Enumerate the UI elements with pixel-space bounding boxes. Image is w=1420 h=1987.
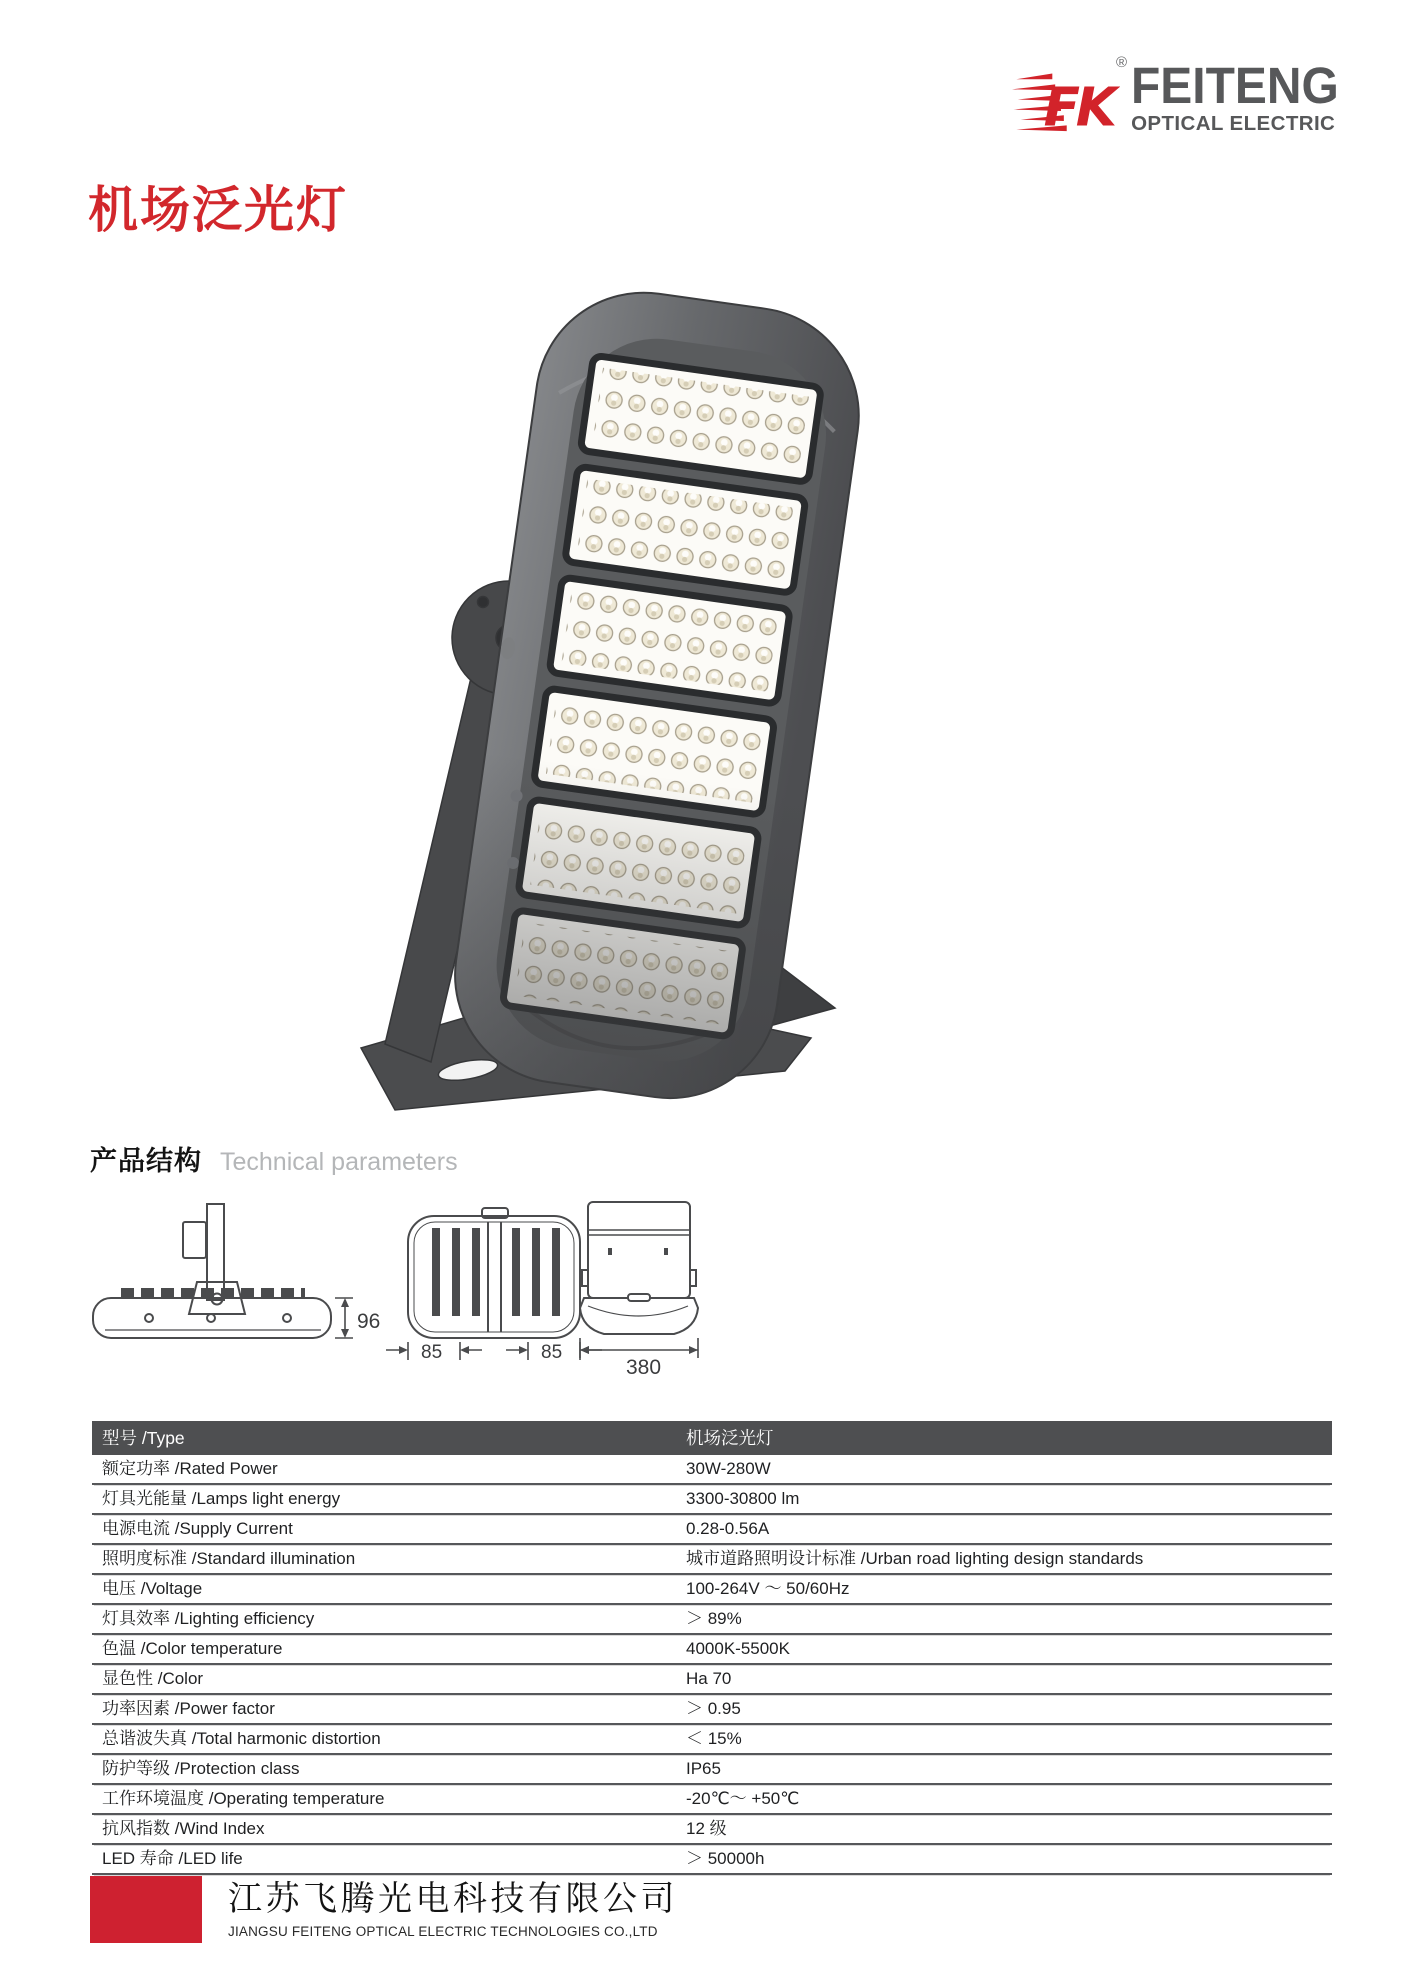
spec-row-label: 灯具光能量 /Lamps light energy xyxy=(102,1489,341,1508)
brand-logo xyxy=(1012,52,1339,144)
product-photo xyxy=(333,246,917,1134)
spec-row-value: Ha 70 xyxy=(686,1669,732,1688)
footer-company xyxy=(228,1876,678,1939)
spec-row-value: IP65 xyxy=(686,1759,721,1778)
dim-380-label: 380 xyxy=(626,1356,662,1377)
spec-row-label: 电压 /Voltage xyxy=(102,1579,203,1598)
spec-row-label: 额定功率 /Rated Power xyxy=(102,1459,278,1478)
table-row xyxy=(92,1755,1332,1785)
spec-row-label: 工作环境温度 /Operating temperature xyxy=(102,1789,385,1808)
dimension-drawings-icon xyxy=(86,1192,706,1377)
table-row xyxy=(92,1605,1332,1635)
section-title-en: Technical parameters xyxy=(220,1148,458,1176)
spec-row-value: -20℃～ +50℃ xyxy=(686,1789,800,1808)
floodlight-render-icon xyxy=(333,246,917,1134)
logo-subtitle-text: OPTICAL ELECTRIC xyxy=(1131,112,1336,135)
spec-table xyxy=(92,1421,1332,1875)
section-heading xyxy=(90,1139,458,1178)
company-name-zh: 江苏飞腾光电科技有限公司 xyxy=(228,1880,678,1918)
table-row xyxy=(92,1575,1332,1605)
table-row xyxy=(92,1815,1332,1845)
spec-row-value: 3300-30800 lm xyxy=(686,1489,800,1508)
spec-row-value: 0.28-0.56A xyxy=(686,1519,770,1538)
spec-row-value: ＞ 89% xyxy=(686,1609,742,1628)
spec-row-label: 色温 /Color temperature xyxy=(102,1639,283,1658)
spec-row-value: ＜ 15% xyxy=(686,1729,742,1748)
spec-row-label: 防护等级 /Protection class xyxy=(102,1759,300,1778)
spec-row-value: 100-264V ～ 50/60Hz xyxy=(686,1579,850,1598)
spec-row-label: 功率因素 /Power factor xyxy=(102,1699,275,1718)
feiteng-logo-icon xyxy=(1012,52,1120,144)
spec-row-value: 城市道路照明设计标准 /Urban road lighting design standards xyxy=(686,1549,1144,1568)
registered-mark: ® xyxy=(1116,54,1128,71)
spec-row-value: 12 级 xyxy=(686,1819,727,1838)
footer xyxy=(90,1876,678,1943)
table-row xyxy=(92,1845,1332,1875)
table-row xyxy=(92,1545,1332,1575)
table-row xyxy=(92,1695,1332,1725)
spec-row-label: 照明度标准 /Standard illumination xyxy=(102,1549,356,1568)
svg-text:FK: FK xyxy=(1043,76,1113,139)
table-row xyxy=(92,1785,1332,1815)
footer-red-block xyxy=(90,1876,202,1943)
section-title-zh: 产品结构 xyxy=(90,1146,202,1176)
table-row xyxy=(92,1665,1332,1695)
spec-row-value: ＞ 50000h xyxy=(686,1849,765,1868)
technical-drawings xyxy=(86,1192,706,1377)
logo-brand-text: FEITENG xyxy=(1131,56,1339,114)
spec-table-header xyxy=(92,1421,1332,1455)
drawing-side-view xyxy=(93,1204,380,1338)
spec-header-value: 机场泛光灯 xyxy=(686,1428,774,1448)
spec-row-label: 抗风指数 /Wind Index xyxy=(102,1819,265,1838)
dim-85-left-label: 85 xyxy=(421,1342,443,1363)
spec-row-label: 灯具效率 /Lighting efficiency xyxy=(102,1609,315,1628)
spec-row-label: LED 寿命 /LED life xyxy=(102,1849,243,1868)
spec-row-value: 30W-280W xyxy=(686,1459,771,1478)
spec-row-label: 显色性 /Color xyxy=(102,1669,204,1688)
table-row xyxy=(92,1455,1332,1485)
page-title: 机场泛光灯 xyxy=(88,182,348,238)
spec-header-label: 型号 /Type xyxy=(102,1428,185,1448)
company-name-en: JIANGSU FEITENG OPTICAL ELECTRIC TECHNOLOGIES CO.,LTD xyxy=(228,1924,658,1940)
spec-table-body xyxy=(92,1455,1332,1875)
table-row xyxy=(92,1515,1332,1545)
logo-wordmark xyxy=(1131,56,1339,135)
spec-row-label: 电源电流 /Supply Current xyxy=(102,1519,293,1538)
table-row xyxy=(92,1725,1332,1755)
dim-85-right-label: 85 xyxy=(541,1342,563,1363)
spec-row-value: 4000K-5500K xyxy=(686,1639,790,1658)
table-row xyxy=(92,1485,1332,1515)
spec-row-value: ＞ 0.95 xyxy=(686,1699,741,1718)
spec-row-label: 总谐波失真 /Total harmonic distortion xyxy=(102,1729,381,1748)
drawing-front-view xyxy=(580,1202,698,1377)
table-row xyxy=(92,1635,1332,1665)
drawing-back-view xyxy=(386,1208,602,1363)
dim-96-label: 96 xyxy=(357,1310,381,1333)
